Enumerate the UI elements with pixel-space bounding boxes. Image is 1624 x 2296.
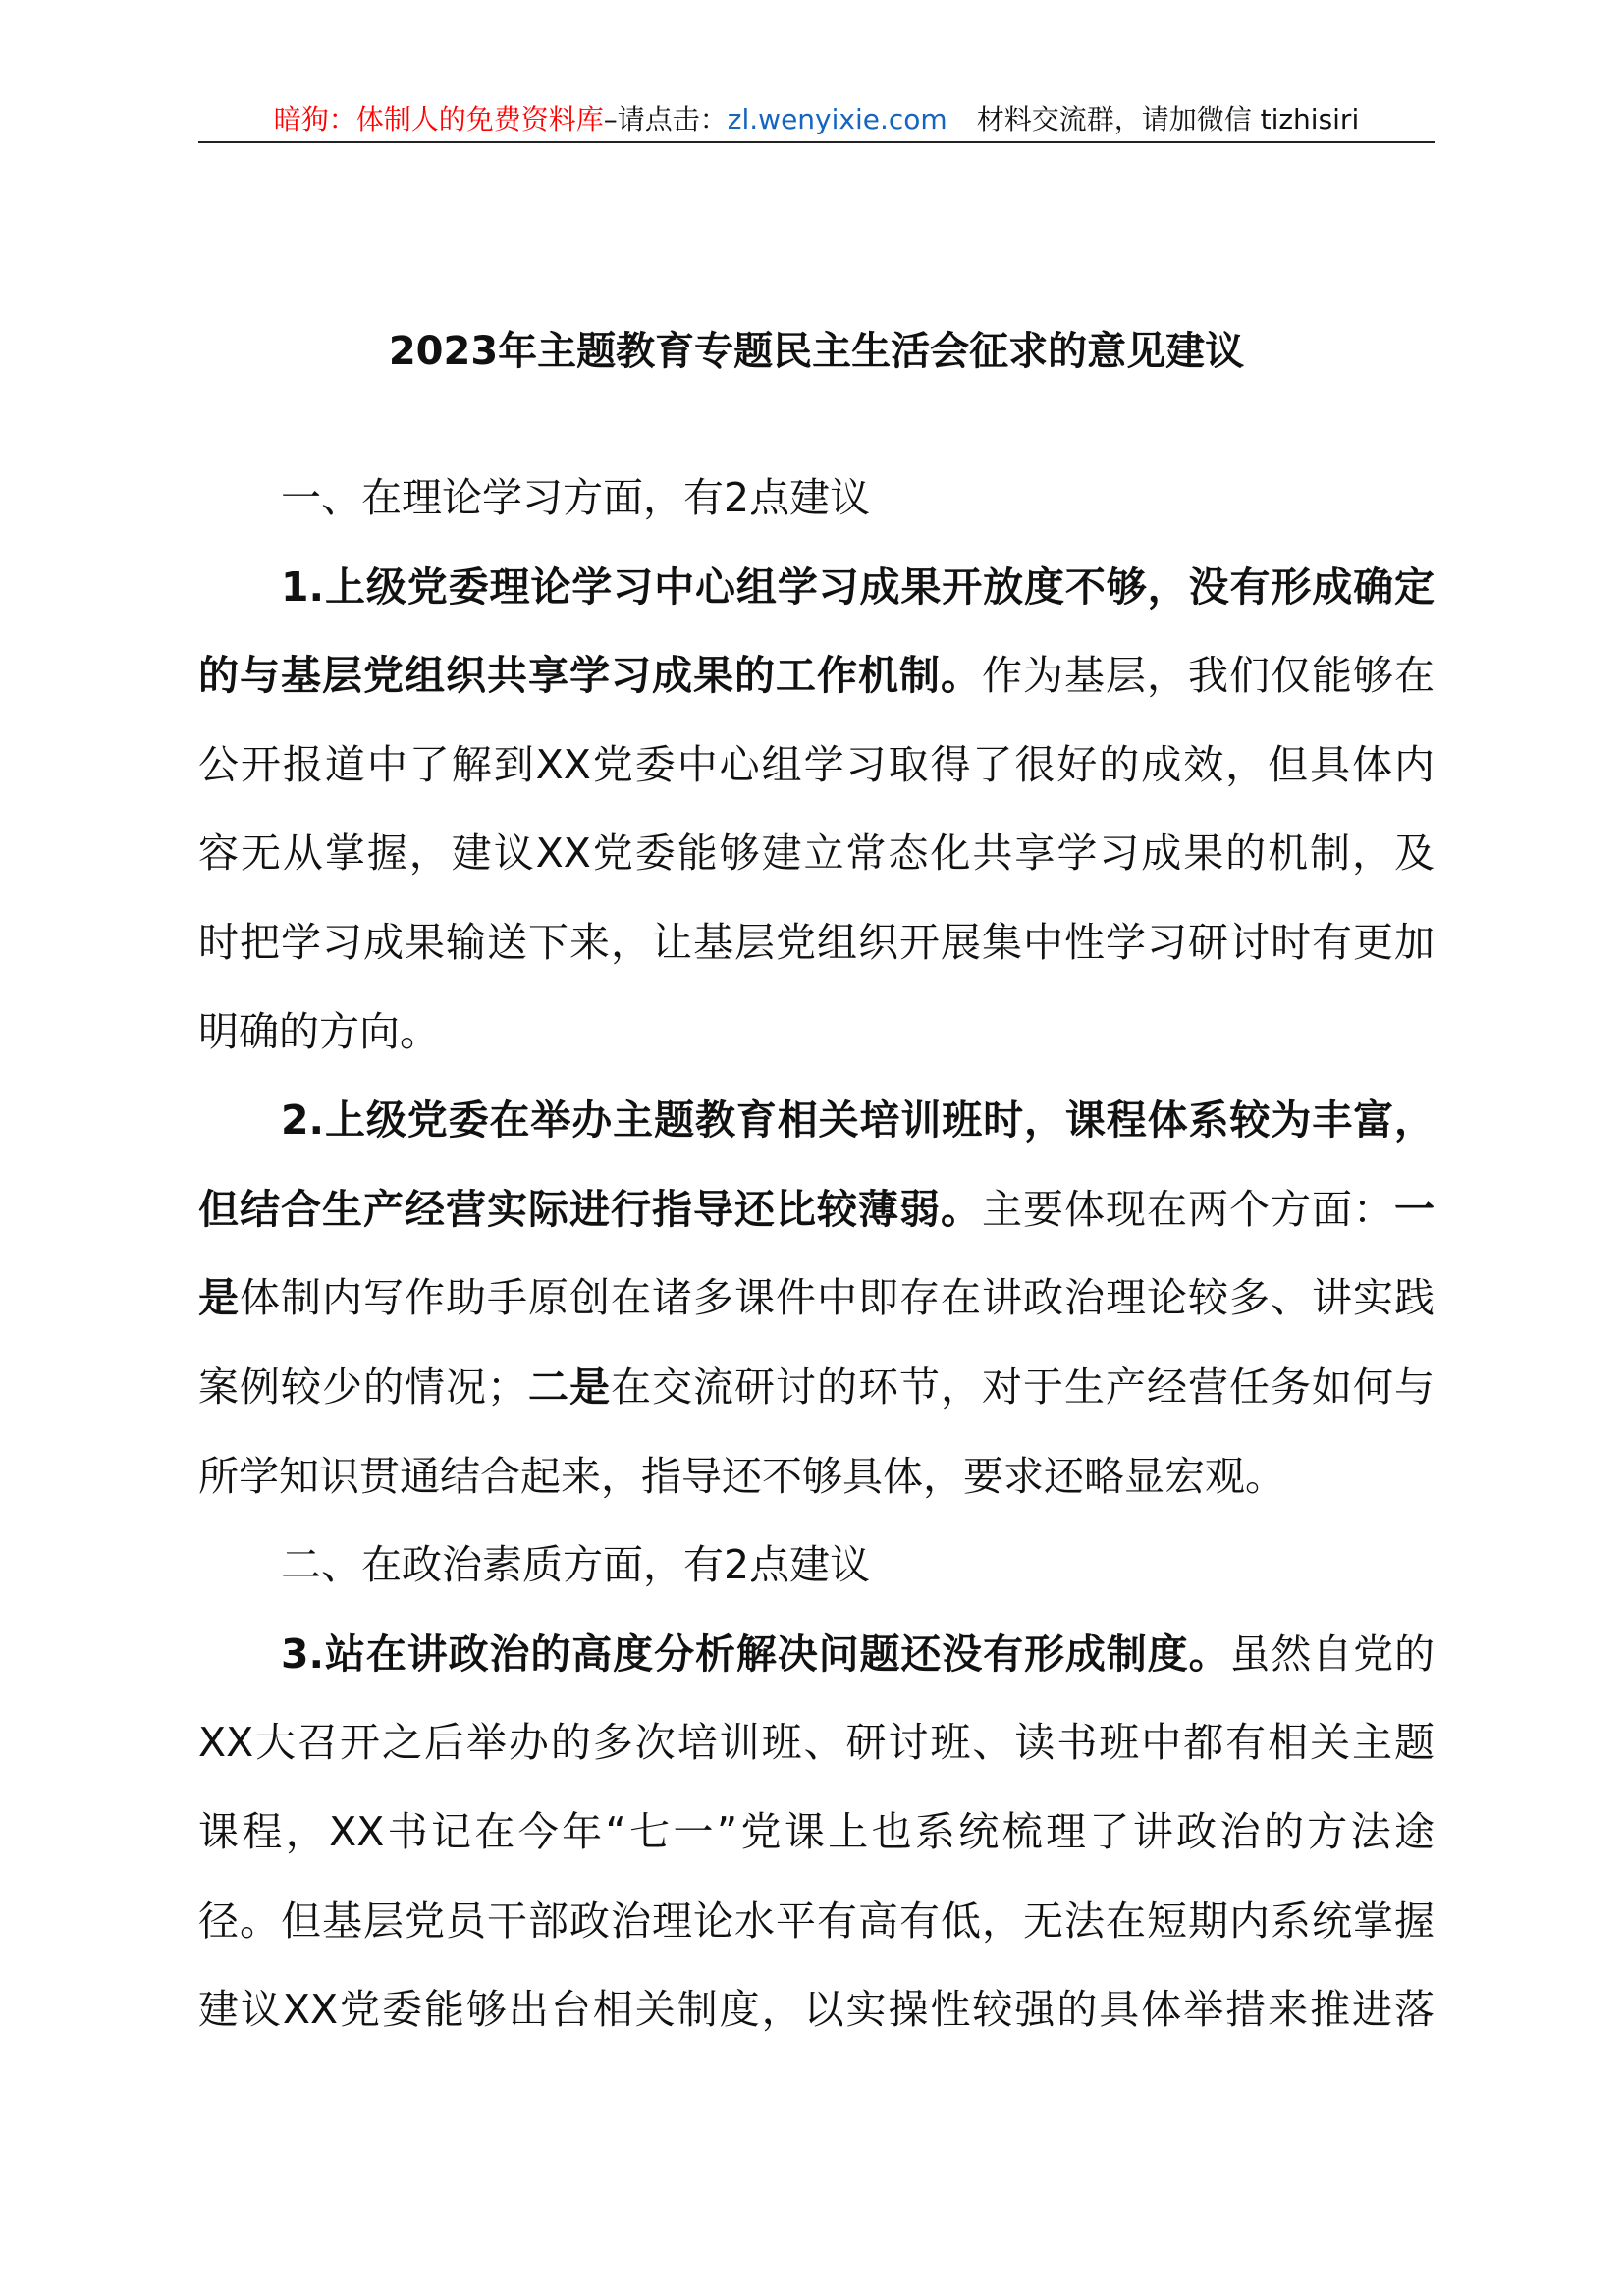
text: XX大召开之后举办的多次培训班、研讨班、读书班中都有相关主题: [198, 1719, 1435, 1767]
text-line: [198, 1254, 1435, 1343]
text-line: [198, 1521, 1435, 1610]
text: 时把学习成果输送下来，让基层党组织开展集中性学习研讨时有更加: [198, 918, 1435, 966]
text-line: [198, 1788, 1435, 1877]
text: 作为基层，我们仅能够在: [982, 652, 1435, 700]
text: 公开报道中了解到XX党委中心组学习取得了很好的成效，但具体内: [198, 740, 1435, 788]
bold-text: 一: [1394, 1185, 1435, 1233]
text-line: [198, 1343, 1435, 1432]
text-line: [198, 1965, 1435, 2055]
text: 案例较少的情况；: [198, 1362, 527, 1411]
bold-text: 的与基层党组织共享学习成果的工作机制。: [198, 652, 982, 700]
text: 虽然自党的: [1229, 1629, 1435, 1678]
text-line: [198, 809, 1435, 898]
text-line: [198, 988, 1435, 1077]
document-body: [198, 454, 1435, 2055]
bold-text: 1.上级党委理论学习中心组学习成果开放度不够，没有形成确定: [281, 562, 1435, 611]
text-line: [198, 1432, 1435, 1522]
bold-text: 2.上级党委在举办主题教育相关培训班时，课程体系较为丰富，: [281, 1096, 1435, 1145]
text-line: [198, 631, 1435, 721]
text: 体制内写作助手原创在诸多课件中即存在讲政治理论较多、讲实践: [240, 1274, 1435, 1322]
text: 主要体现在两个方面：: [982, 1185, 1394, 1233]
text-line: [198, 1610, 1435, 1699]
text: 二、在政治素质方面，有2点建议: [281, 1541, 871, 1589]
header-divider: [198, 141, 1435, 143]
text-line: [198, 898, 1435, 988]
text-line: [198, 1076, 1435, 1165]
header-brand: 暗狗：体制人的免费资料库: [273, 103, 604, 135]
text: 一、在理论学习方面，有2点建议: [281, 474, 871, 521]
header-prompt: –请点击：: [603, 103, 728, 135]
bold-text: 3.站在讲政治的高度分析解决问题还没有形成制度。: [281, 1629, 1230, 1678]
text: 明确的方向。: [198, 1007, 440, 1055]
text-line: [198, 454, 1435, 543]
document-title: 2023年主题教育专题民主生活会征求的意见建议: [388, 329, 1245, 374]
text: 在交流研讨的环节，对于生产经营任务如何与: [611, 1362, 1435, 1411]
page-header: [198, 98, 1435, 141]
text-line: [198, 543, 1435, 632]
text: 建议XX党委能够出台相关制度，以实操性较强的具体举措来推进落: [198, 1986, 1435, 2034]
header-link[interactable]: zl.wenyixie.com: [727, 103, 947, 135]
text: 所学知识贯通结合起来，指导还不够具体，要求还略显宏观。: [198, 1452, 1285, 1500]
text-line: [198, 1698, 1435, 1788]
text: 课程，XX书记在今年“七一”党课上也系统梳理了讲政治的方法途: [198, 1807, 1435, 1855]
text: 径。但基层党员干部政治理论水平有高有低，无法在短期内系统掌握: [198, 1896, 1435, 1945]
text: 容无从掌握，建议XX党委能够建立常态化共享学习成果的机制，及: [198, 829, 1435, 878]
bold-text: 是: [198, 1274, 240, 1322]
text-line: [198, 721, 1435, 810]
header-contact: 材料交流群，请加微信 tizhisiri: [976, 103, 1360, 135]
text-line: [198, 1165, 1435, 1255]
text-line: [198, 1877, 1435, 1966]
bold-text: 但结合生产经营实际进行指导还比较薄弱。: [198, 1185, 982, 1233]
bold-text: 二是: [527, 1362, 611, 1411]
